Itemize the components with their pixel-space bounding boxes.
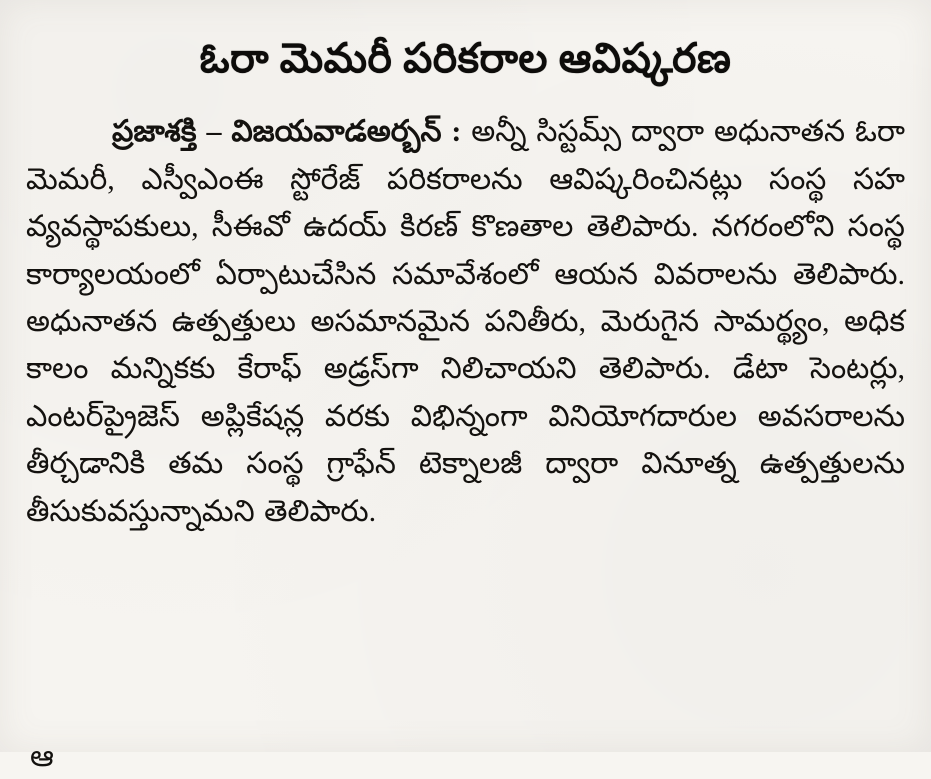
article-paragraph xyxy=(26,108,905,535)
paragraph-text: అన్నీ సిస్టమ్స్ ద్వారా అధునాతన ఓరా మెమరీ, ఎస్వీఎంఈ స్టోరేజ్ పరికరాలను ఆవిష్కరించినట్లు సంస్థ సహ వ్యవస్థాపకులు, సీఈవో ఉదయ్ కిరణ్ కొణతాల తెలిపారు. నగరంలోని సంస్థ కార్యాలయంలో ఏర్పాటుచేసిన సమావేశంలో ఆయన వివరాలను తెలిపారు. అధునాతన ఉత్పత్తులు అసమానమైన పనితీరు, మెరుగైన సామర్థ్యం, అధిక కాలం మన్నికకు కేరాఫ్ అడ్రస్‌గా నిలిచాయని తెలిపారు. డేటా సెంటర్లు, ఎంటర్‌ప్రైజెస్ అప్లికేషన్ల వరకు విభిన్నంగా వినియోగదారుల అవసరాలను తీర్చడానికి తమ సంస్థ గ్రాఫేన్ టెక్నాలజీ ద్వారా వినూత్న ఉత్పత్తులను తీసుకువస్తున్నామని తెలిపారు. xyxy=(26,115,906,528)
cropped-next-paragraph: ఆ xyxy=(30,740,54,773)
article-body xyxy=(26,108,905,535)
dateline: ప్రజాశక్తి – విజయవాడఅర్బన్ : xyxy=(112,115,462,149)
page-title: ఓరా మెమరీ పరికరాల ఆవిష్కరణ xyxy=(199,35,732,81)
